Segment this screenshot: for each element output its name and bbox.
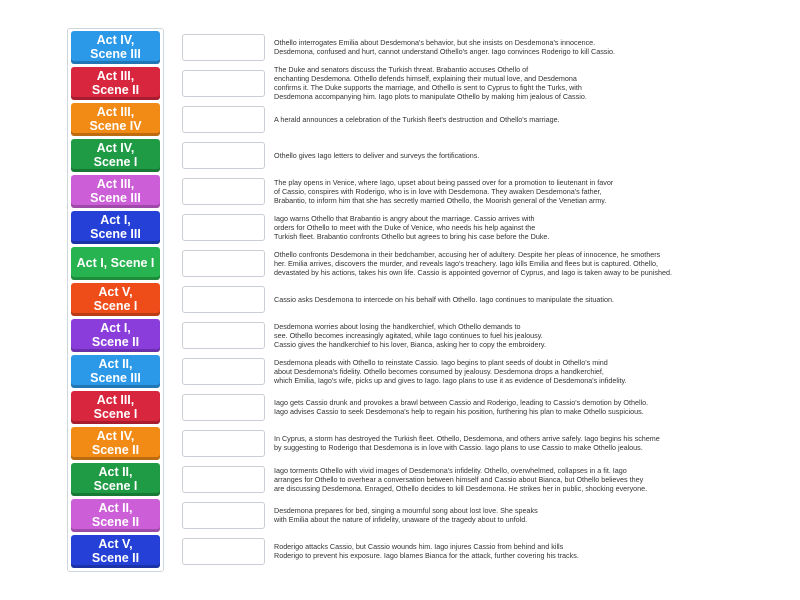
answer-slot-8[interactable] xyxy=(182,322,265,349)
description-8: Desdemona worries about losing the handkerchief, which Othello demands to see. Othello becomes increasingly agitated, while Iago continues to fuel his jealousy. Cassio gives the handkerchief to his lover, Bianca, asking her to copy the embroidery. xyxy=(274,322,546,349)
answer-slot-3[interactable] xyxy=(182,142,265,169)
tile-11[interactable]: Act IV, Scene II xyxy=(71,427,160,460)
description-7: Cassio asks Desdemona to intercede on his behalf with Othello. Iago continues to manipulate the situation. xyxy=(274,295,615,304)
answer-slot-9[interactable] xyxy=(182,358,265,385)
tile-6[interactable]: Act I, Scene I xyxy=(71,247,160,280)
description-14: Roderigo attacks Cassio, but Cassio wounds him. Iago injures Cassio from behind and kills Roderigo to prevent his exposure. Iago blames Bianca for the attack, further covering his tracks. xyxy=(274,542,579,560)
answer-slot-14[interactable] xyxy=(182,538,265,565)
tile-8[interactable]: Act I, Scene II xyxy=(71,319,160,352)
description-4: The play opens in Venice, where Iago, upset about being passed over for a promotion to lieutenant in favor of Cassio, conspires with Roderigo, who is in love with Desdemona. They awaken Desdemona's father, Brabantio, to inform him that she has secretly married Othello, the Moorish general of the Venetian army. xyxy=(274,178,614,205)
tile-5[interactable]: Act I, Scene III xyxy=(71,211,160,244)
description-6: Othello confronts Desdemona in their bedchamber, accusing her of adultery. Despite her pleas of innocence, he smothers her. Emilia arrives, discovers the murder, and reveals Iago's treachery. Iago kills Emilia and flees but is captured. Othello, devastated by his actions, takes his own life. Cassio is appointed governor of Cyprus, and Iago is taken away to be punished. xyxy=(274,250,672,277)
answer-slot-6[interactable] xyxy=(182,250,265,277)
tile-12[interactable]: Act II, Scene I xyxy=(71,463,160,496)
tile-4[interactable]: Act III, Scene III xyxy=(71,175,160,208)
answer-slot-7[interactable] xyxy=(182,286,265,313)
description-3: Othello gives Iago letters to deliver and surveys the fortifications. xyxy=(274,151,480,160)
tile-1[interactable]: Act III, Scene II xyxy=(71,67,160,100)
description-0: Othello interrogates Emilia about Desdemona's behavior, but she insists on Desdemona's innocence. Desdemona, confused and hurt, cannot understand Othello's anger. Iago convinces Roderigo to kill Cassio. xyxy=(274,38,615,56)
answer-slot-1[interactable] xyxy=(182,70,265,97)
tile-14[interactable]: Act V, Scene II xyxy=(71,535,160,568)
description-11: In Cyprus, a storm has destroyed the Turkish fleet. Othello, Desdemona, and others arrive safely. Iago begins his scheme by suggesting to Roderigo that Desdemona is in love with Cassio. Iago plans to use Cassio to make Othello jealous. xyxy=(274,434,660,452)
answer-slot-4[interactable] xyxy=(182,178,265,205)
tile-2[interactable]: Act III, Scene IV xyxy=(71,103,160,136)
description-13: Desdemona prepares for bed, singing a mournful song about lost love. She speaks with Emilia about the nature of infidelity, unaware of the tragedy about to unfold. xyxy=(274,506,538,524)
answer-slot-10[interactable] xyxy=(182,394,265,421)
tile-10[interactable]: Act III, Scene I xyxy=(71,391,160,424)
tile-0[interactable]: Act IV, Scene III xyxy=(71,31,160,64)
answer-slot-12[interactable] xyxy=(182,466,265,493)
description-10: Iago gets Cassio drunk and provokes a brawl between Cassio and Roderigo, leading to Cassio's demotion by Othello. Iago advises Cassio to seek Desdemona's help to regain his position, furthering his plan to make Othello suspicious. xyxy=(274,398,649,416)
description-1: The Duke and senators discuss the Turkish threat. Brabantio accuses Othello of enchanting Desdemona. Othello defends himself, explaining their mutual love, and Desdemona confirms it. The Duke supports the marriage, and Othello is sent to Cyprus to fight the Turks, with Desdemona accompanying him. Iago plots to manipulate Othello by making him jealous of Cassio. xyxy=(274,65,587,101)
description-5: Iago warns Othello that Brabantio is angry about the marriage. Cassio arrives with orders for Othello to meet with the Duke of Venice, who needs his help against the Turkish fleet. Brabantio confronts Othello but agrees to bring his case before the Duke. xyxy=(274,214,550,241)
answer-slot-11[interactable] xyxy=(182,430,265,457)
tile-9[interactable]: Act II, Scene III xyxy=(71,355,160,388)
answer-slot-5[interactable] xyxy=(182,214,265,241)
answer-slot-13[interactable] xyxy=(182,502,265,529)
description-9: Desdemona pleads with Othello to reinstate Cassio. Iago begins to plant seeds of doubt in Othello's mind about Desdemona's fidelity. Othello becomes consumed by jealousy. Desdemona drops a handkerchief, which Emilia, Iago's wife, picks up and gives to Iago. Iago plans to use it as evidence of Desdemona's infidelity. xyxy=(274,358,627,385)
answer-slot-2[interactable] xyxy=(182,106,265,133)
description-12: Iago torments Othello with vivid images of Desdemona's infidelity. Othello, overwhelmed, collapses in a fit. Iago arranges for Othello to overhear a conversation between himself and Cassio about Bianca, but Othello believes they are discussing Desdemona. Enraged, Othello decides to kill Desdemona. He strikes her in public, shocking everyone. xyxy=(274,466,648,493)
tile-7[interactable]: Act V, Scene I xyxy=(71,283,160,316)
tile-3[interactable]: Act IV, Scene I xyxy=(71,139,160,172)
tile-13[interactable]: Act II, Scene II xyxy=(71,499,160,532)
description-2: A herald announces a celebration of the Turkish fleet's destruction and Othello's marriage. xyxy=(274,115,560,124)
answer-slot-0[interactable] xyxy=(182,34,265,61)
